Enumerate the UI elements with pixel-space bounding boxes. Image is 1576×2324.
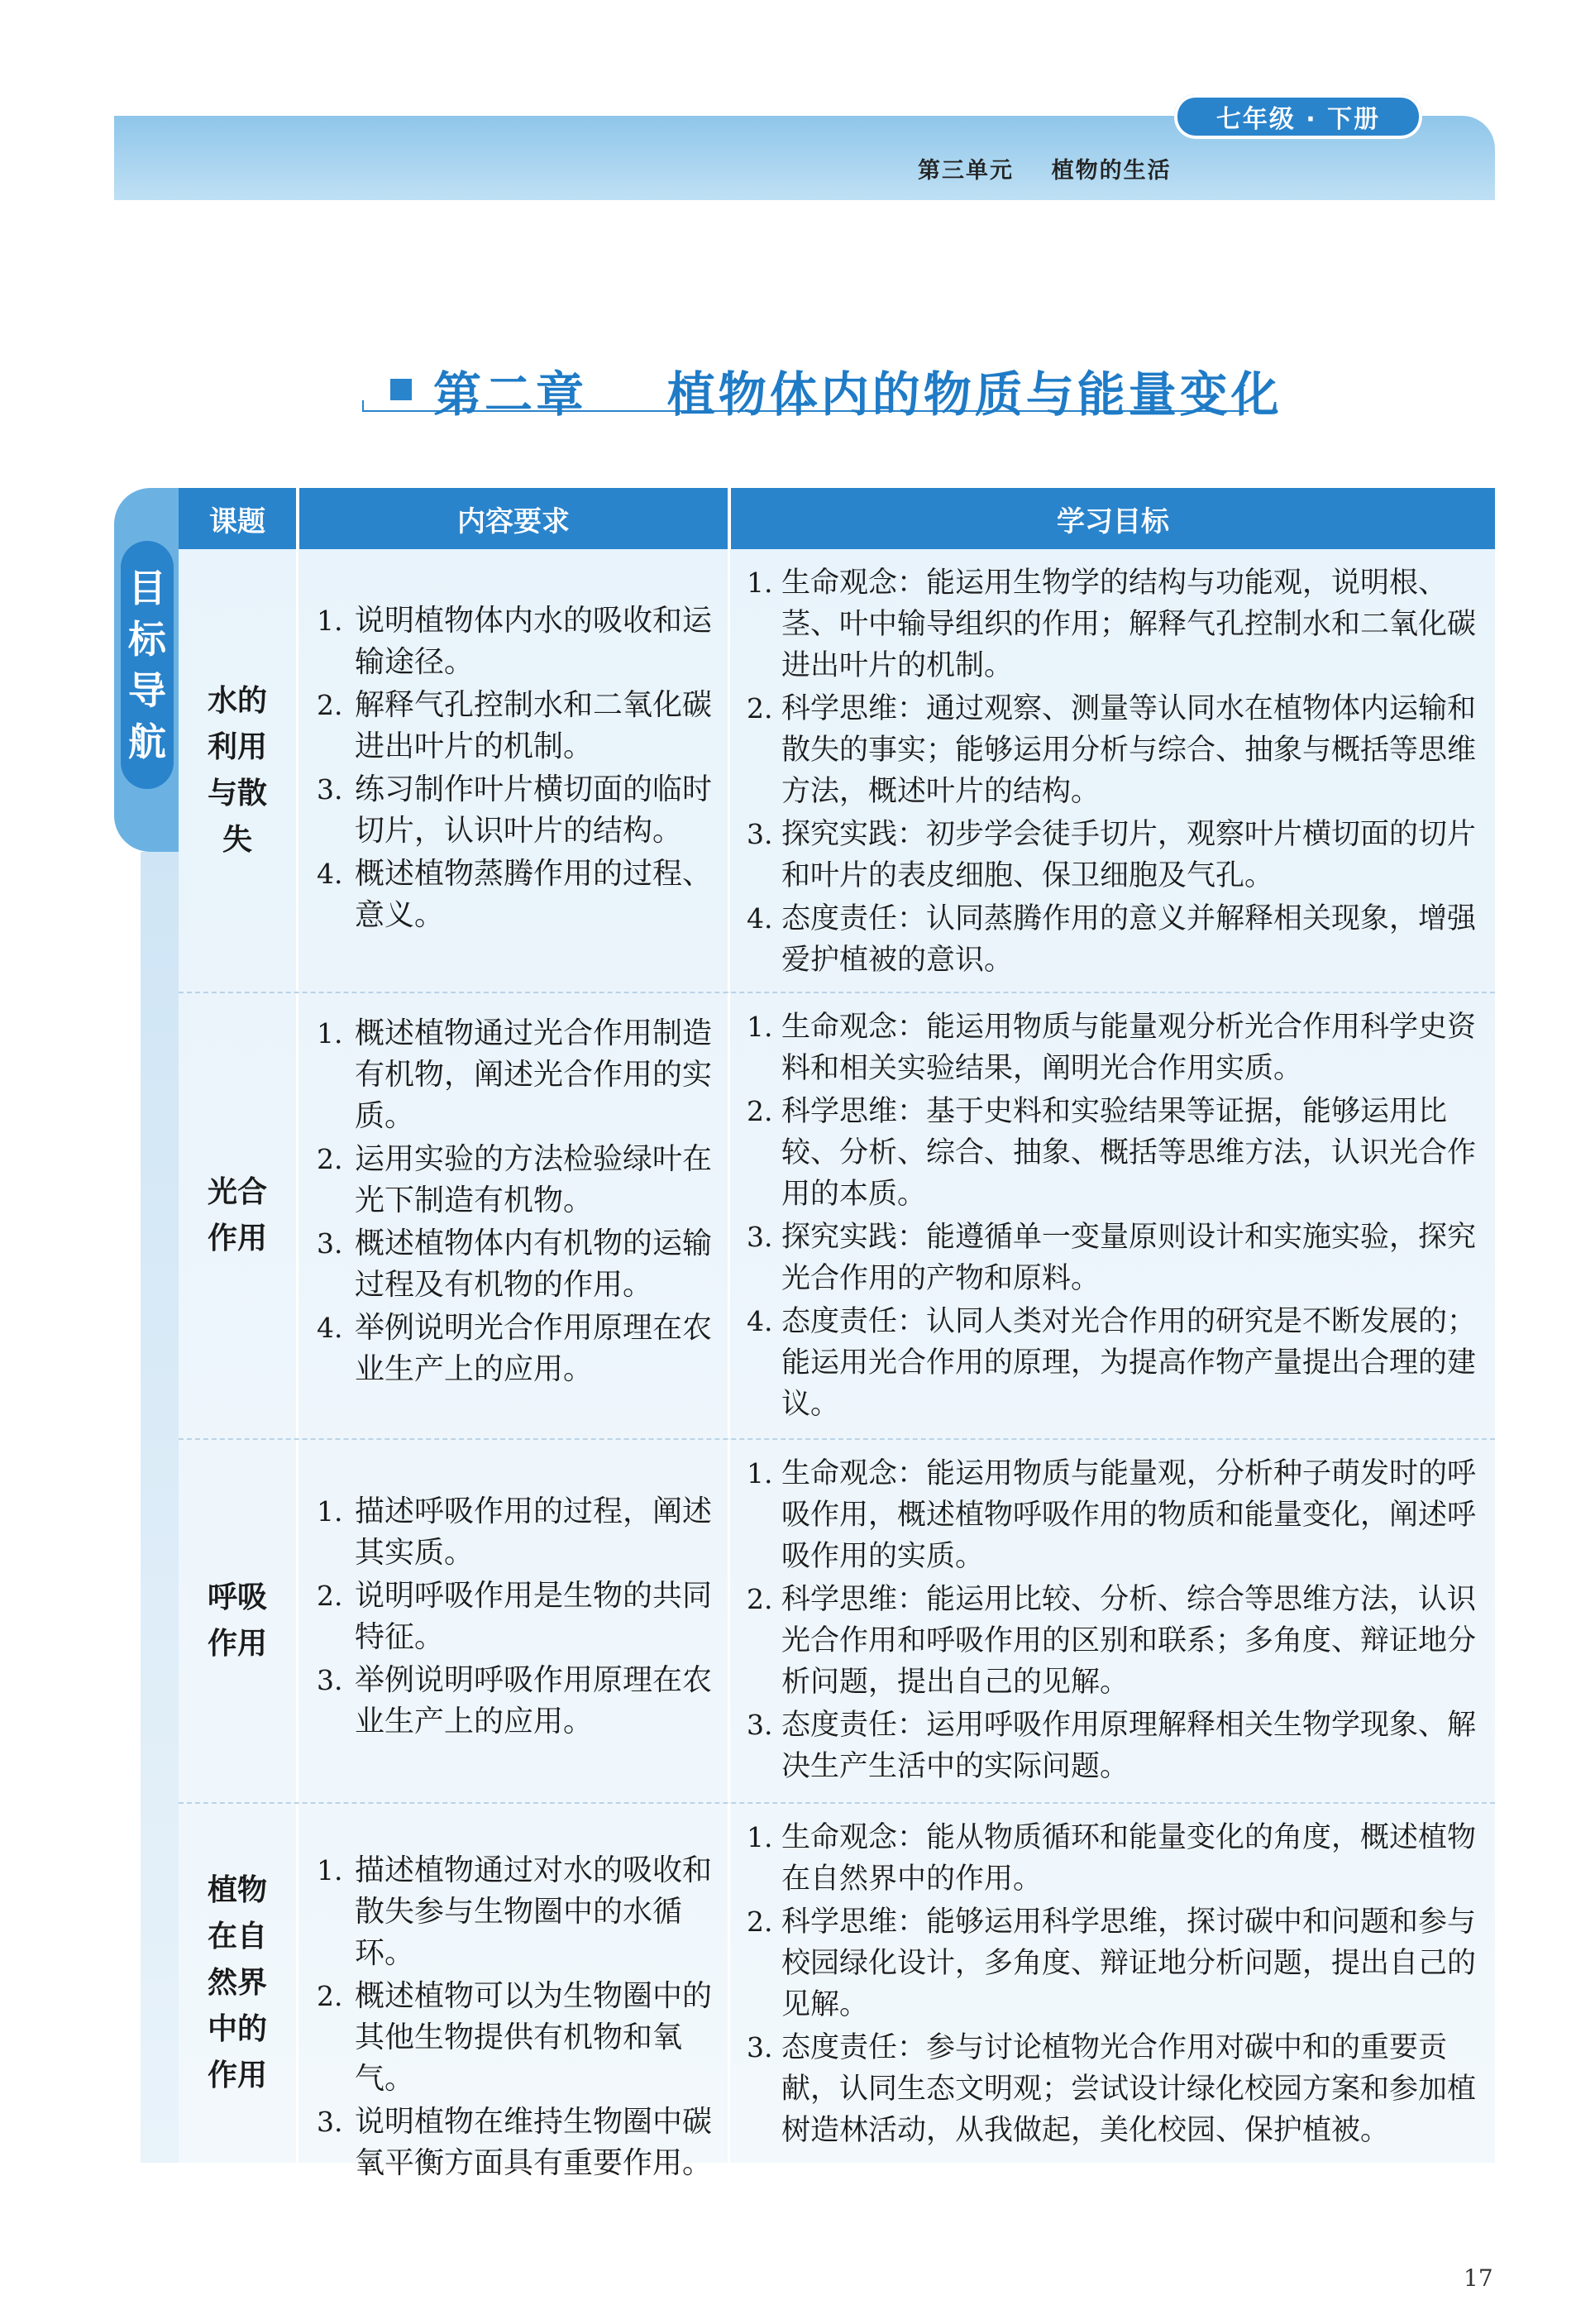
list-item: 1. 生命观念：能从物质循环和能量变化的角度，概述植物在自然界中的作用。 <box>747 1821 1477 1896</box>
list-item: 2. 科学思维：通过观察、测量等认同水在植物体内运输和散失的事实；能够运用分析与综合、抽象与概括等思维方法，概述叶片的结构。 <box>747 692 1477 808</box>
chapter-title: 第二章 植物体内的物质与能量变化 <box>433 366 1282 423</box>
topic-cell: 植物 在自 然界 中的 作用 <box>207 1873 267 2092</box>
goals-cell <box>728 1804 1495 2163</box>
list-item: 4. 态度责任：认同人类对光合作用的研究是不断发展的；能运用光合作用的原理，为提高作物产量提出合理的建议。 <box>747 1305 1477 1421</box>
list-item: 1. 生命观念：能运用物质与能量观，分析种子萌发时的呼吸作用，概述植物呼吸作用的物质和能量变化，阐述呼吸作用的实质。 <box>747 1457 1477 1573</box>
list-item: 1. 生命观念：能运用物质与能量观分析光合作用科学史资料和相关实验结果，阐明光合作用实质。 <box>747 1011 1477 1085</box>
table-row <box>179 992 1495 1438</box>
list-item: 2. 概述植物可以为生物圈中的其他生物提供有机物和氧气。 <box>317 1979 713 2096</box>
table-row <box>179 1438 1495 1802</box>
table-row <box>179 549 1495 992</box>
square-bullet-icon <box>390 379 412 400</box>
side-tab <box>114 488 185 852</box>
topic-cell: 光合 作用 <box>207 1175 267 1255</box>
list-item: 2. 解释气孔控制水和二氧化碳进出叶片的机制。 <box>317 688 713 763</box>
list-item: 2. 运用实验的方法检验绿叶在光下制造有机物。 <box>317 1142 713 1217</box>
content-cell <box>296 993 728 1438</box>
unit-title: 第三单元 植物的生活 <box>918 158 1172 184</box>
goals-cell <box>728 1440 1495 1802</box>
list-item: 2. 说明呼吸作用是生物的共同特征。 <box>317 1579 713 1654</box>
header-goals: 学习目标 <box>728 488 1495 549</box>
list-item: 1. 概述植物通过光合作用制造有机物，阐述光合作用的实质。 <box>317 1016 713 1133</box>
table-row <box>179 1802 1495 2180</box>
side-strip <box>141 852 180 2163</box>
list-item: 3. 练习制作叶片横切面的临时切片，认识叶片的结构。 <box>317 772 713 848</box>
list-item: 3. 态度责任：参与讨论植物光合作用对碳中和的重要贡献，认同生态文明观；尝试设计绿化校园方案和参加植树造林活动，从我做起，美化校园、保护植被。 <box>747 2031 1477 2147</box>
list-item: 4. 概述植物蒸腾作用的过程、意义。 <box>317 857 713 932</box>
list-item: 3. 探究实践：初步学会徒手切片，观察叶片横切面的切片和叶片的表皮细胞、保卫细胞及气孔。 <box>747 818 1477 892</box>
list-item: 1. 描述呼吸作用的过程，阐述其实质。 <box>317 1494 713 1570</box>
grade-badge: 七年级 · 下册 <box>1174 94 1422 139</box>
chapter-heading <box>362 346 1282 423</box>
list-item: 3. 概述植物体内有机物的运输过程及有机物的作用。 <box>317 1227 713 1302</box>
list-item: 2. 科学思维：基于史料和实验结果等证据，能够运用比较、分析、综合、抽象、概括等思维方法，认识光合作用的本质。 <box>747 1095 1477 1211</box>
list-item: 1. 描述植物通过对水的吸收和散失参与生物圈中的水循环。 <box>317 1853 713 1970</box>
topic-cell: 水的 利用 与散 失 <box>207 683 267 857</box>
content-cell <box>296 549 728 992</box>
list-item: 3. 举例说明呼吸作用原理在农业生产上的应用。 <box>317 1663 713 1738</box>
list-item: 3. 态度责任：运用呼吸作用原理解释相关生物学现象、解决生产生活中的实际问题。 <box>747 1709 1477 1783</box>
list-item: 1. 说明植物体内水的吸收和运输途径。 <box>317 604 713 679</box>
goals-cell <box>728 993 1495 1438</box>
list-item: 4. 态度责任：认同蒸腾作用的意义并解释相关现象，增强爱护植被的意识。 <box>747 902 1477 977</box>
page-number: 17 <box>1464 2264 1493 2292</box>
list-item: 3. 探究实践：能遵循单一变量原则设计和实施实验，探究光合作用的产物和原料。 <box>747 1221 1477 1295</box>
table-header <box>179 488 1495 549</box>
header-topic: 课题 <box>209 504 265 538</box>
list-item: 4. 举例说明光合作用原理在农业生产上的应用。 <box>317 1311 713 1386</box>
list-item: 1. 生命观念：能运用生物学的结构与功能观，说明根、茎、叶中输导组织的作用；解释气孔控制水和二氧化碳进出叶片的机制。 <box>747 567 1477 682</box>
list-item: 2. 科学思维：能够运用科学思维，探讨碳中和问题和参与校园绿化设计，多角度、辩证地分析问题，提出自己的见解。 <box>747 1906 1477 2021</box>
content-cell <box>296 1804 728 2180</box>
topic-cell: 呼吸 作用 <box>207 1580 267 1661</box>
list-item: 2. 科学思维：能运用比较、分析、综合等思维方法，认识光合作用和呼吸作用的区别和联系；多角度、辩证地分析问题，提出自己的见解。 <box>747 1583 1477 1699</box>
goals-cell <box>728 549 1495 992</box>
content-cell <box>296 1440 728 1802</box>
side-tab-label: 目 标 导 航 <box>121 541 174 789</box>
objectives-table <box>179 488 1495 2180</box>
header-content: 内容要求 <box>296 488 728 549</box>
list-item: 3. 说明植物在维持生物圈中碳氧平衡方面具有重要作用。 <box>317 2105 713 2180</box>
